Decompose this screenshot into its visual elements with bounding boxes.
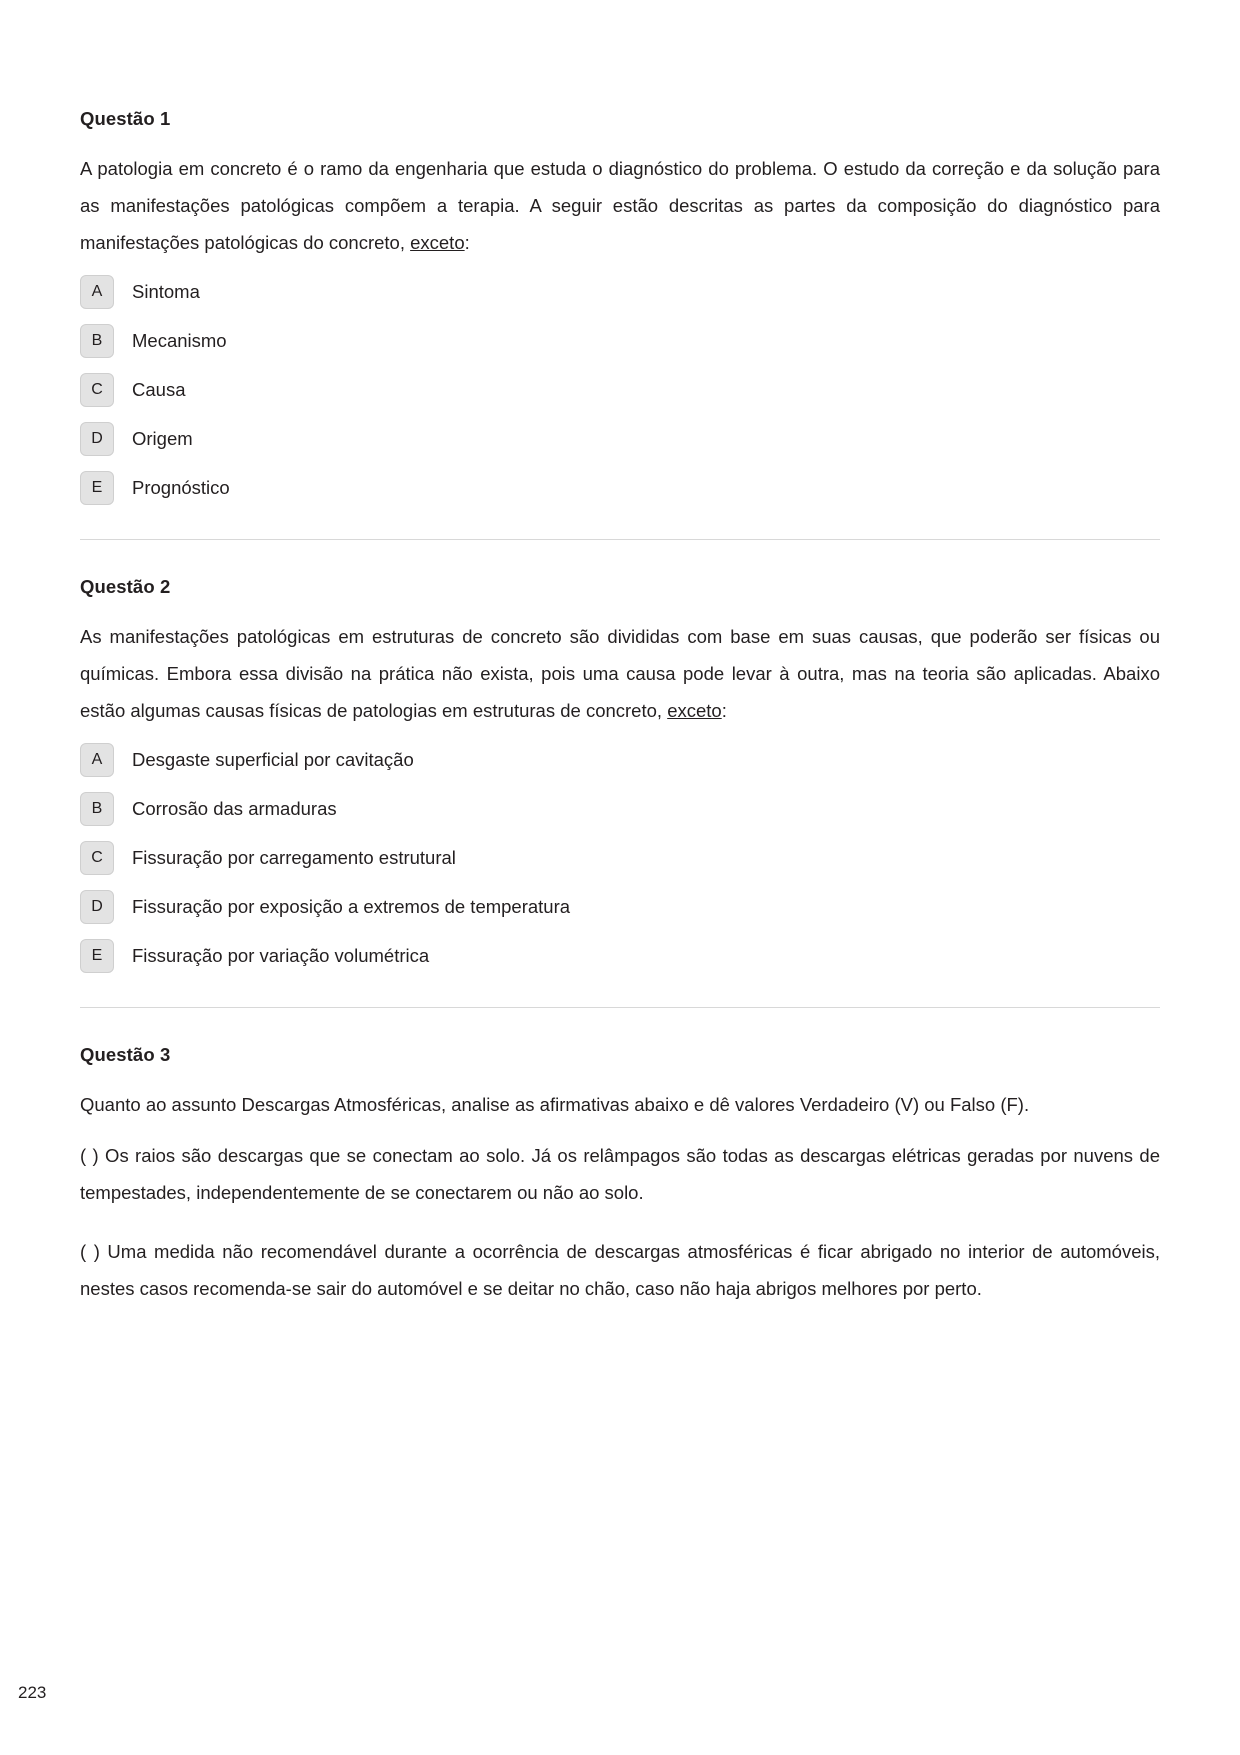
option-b[interactable] bbox=[80, 792, 1160, 826]
option-a-letter: A bbox=[80, 743, 114, 777]
option-b-label: Mecanismo bbox=[132, 330, 227, 352]
question-3-title: Questão 3 bbox=[80, 1044, 171, 1065]
option-e[interactable] bbox=[80, 939, 1160, 973]
option-c[interactable] bbox=[80, 373, 1160, 407]
question-2-statement-pre: As manifestações patológicas em estruturas de concreto são divididas com base em suas causas, que poderão ser físicas ou químicas. Embora essa divisão na prática não exista, pois uma causa pode levar à outra, mas na teoria são aplicadas. Abaixo estão algumas causas físicas de patologias em estruturas de concreto, bbox=[80, 626, 1160, 721]
option-a-label: Desgaste superficial por cavitação bbox=[132, 749, 414, 771]
option-b-letter: B bbox=[80, 792, 114, 826]
question-2-title: Questão 2 bbox=[80, 576, 171, 597]
question-1-statement-pre: A patologia em concreto é o ramo da engenharia que estuda o diagnóstico do problema. O estudo da correção e da solução para as manifestações patológicas compõem a terapia. A seguir estão descritas as partes da composição do diagnóstico para manifestações patológicas do concreto, bbox=[80, 158, 1160, 253]
option-a[interactable] bbox=[80, 743, 1160, 777]
option-d-letter: D bbox=[80, 422, 114, 456]
question-3 bbox=[80, 1044, 1160, 1307]
option-b[interactable] bbox=[80, 324, 1160, 358]
option-b-letter: B bbox=[80, 324, 114, 358]
option-c-label: Fissuração por carregamento estrutural bbox=[132, 847, 456, 869]
option-a[interactable] bbox=[80, 275, 1160, 309]
option-a-label: Sintoma bbox=[132, 281, 200, 303]
option-c[interactable] bbox=[80, 841, 1160, 875]
option-e-label: Fissuração por variação volumétrica bbox=[132, 945, 430, 967]
question-1-title: Questão 1 bbox=[80, 108, 171, 129]
question-1-options bbox=[80, 275, 1160, 505]
option-a-letter: A bbox=[80, 275, 114, 309]
section-divider-2 bbox=[80, 1007, 1160, 1008]
option-d-letter: D bbox=[80, 890, 114, 924]
option-d-label: Fissuração por exposição a extremos de temperatura bbox=[132, 896, 571, 918]
question-1-statement-underlined: exceto bbox=[410, 232, 465, 253]
question-2-statement bbox=[80, 618, 1160, 729]
question-2-statement-underlined: exceto bbox=[667, 700, 722, 721]
option-e-label: Prognóstico bbox=[132, 477, 230, 499]
question-1-statement-post: : bbox=[464, 232, 470, 253]
option-e-letter: E bbox=[80, 939, 114, 973]
option-c-letter: C bbox=[80, 841, 114, 875]
option-e[interactable] bbox=[80, 471, 1160, 505]
page-number: 223 bbox=[18, 1683, 47, 1702]
option-d-label: Origem bbox=[132, 428, 193, 450]
question-1-statement bbox=[80, 150, 1160, 261]
option-c-letter: C bbox=[80, 373, 114, 407]
question-2 bbox=[80, 576, 1160, 973]
section-divider-1 bbox=[80, 539, 1160, 540]
option-c-label: Causa bbox=[132, 379, 186, 401]
question-2-statement-post: : bbox=[721, 700, 727, 721]
option-d[interactable] bbox=[80, 890, 1160, 924]
question-1 bbox=[80, 108, 1160, 505]
question-3-affirmative-2: ( ) Uma medida não recomendável durante a ocorrência de descargas atmosféricas é ficar abrigado no interior de automóveis, nestes casos recomenda-se sair do automóvel e se deitar no chão, caso não haja abrigos melhores por perto. bbox=[80, 1241, 1160, 1299]
option-b-label: Corrosão das armaduras bbox=[132, 798, 337, 820]
question-2-options bbox=[80, 743, 1160, 973]
question-3-statement: Quanto ao assunto Descargas Atmosféricas, analise as afirmativas abaixo e dê valores Verdadeiro (V) ou Falso (F). bbox=[80, 1094, 1030, 1115]
page-content bbox=[80, 108, 1160, 1307]
option-e-letter: E bbox=[80, 471, 114, 505]
question-3-affirmative-1: ( ) Os raios são descargas que se conectam ao solo. Já os relâmpagos são todas as descargas elétricas geradas por nuvens de tempestades, independentemente de se conectarem ou não ao solo. bbox=[80, 1145, 1160, 1203]
option-d[interactable] bbox=[80, 422, 1160, 456]
